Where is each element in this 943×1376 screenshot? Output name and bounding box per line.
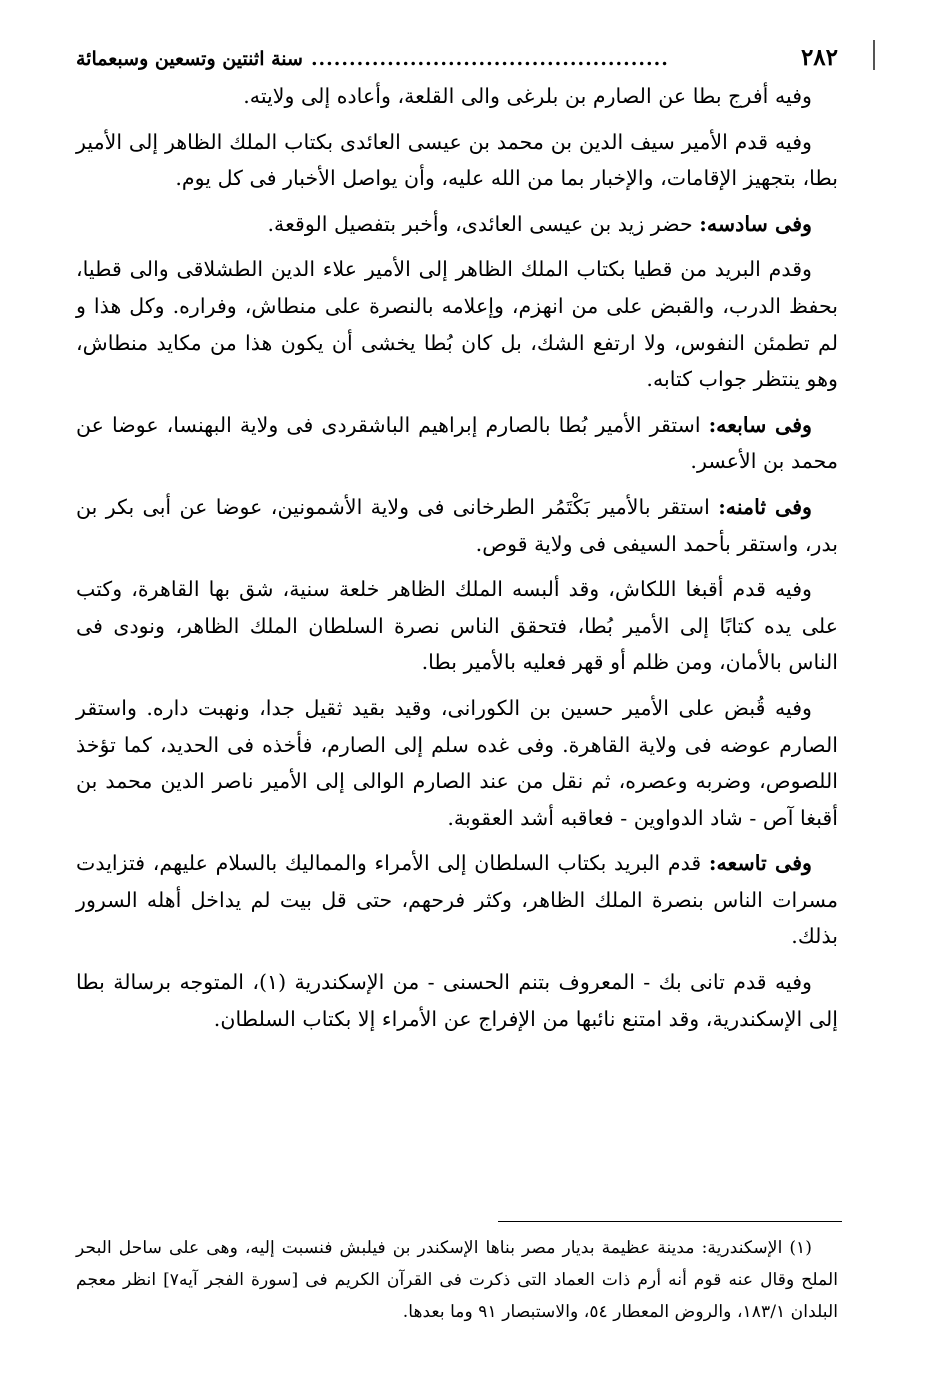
paragraph-label: وفى سابعه: <box>708 412 812 437</box>
paragraph <box>76 124 838 197</box>
paragraph-label: وفى سادسه: <box>699 211 812 236</box>
paragraph-text: وقدم البريد من قطيا بكتاب الملك الظاهر إلى الأمير علاء الدين الطشلاقى والى قطيا، بحفظ الدرب، والقبض على من انهزم، وإعلامه بالنصرة على منطاش، وفراره. وكل هذا و لم تطمئن النفوس، ولا ارتفع الشك، بل كان بُطا يخشى أن يكون هذا من مكايد منطاش، وهو ينتظر جواب كتابه. <box>76 257 838 392</box>
paragraph-text: حضر زيد بن عيسى العائدى، وأخبر بتفصيل الوقعة. <box>267 211 700 236</box>
paragraph-label: وفى تاسعه: <box>708 851 812 876</box>
paragraph <box>76 206 838 243</box>
paragraph-label: وفى ثامنه: <box>718 494 812 519</box>
footnotes <box>76 1232 838 1328</box>
paragraph-text: استقر الأمير بُطا بالصارم إبراهيم الباشقردى فى ولاية البهنسا، عوضا عن محمد بن الأعسر. <box>76 412 838 474</box>
paragraph-text: وفيه قدم تانى بك - المعروف بتنم الحسنى - من الإسكندرية (١)، المتوجه برسالة بطا إلى الإسكندرية، وقد امتنع نائبها من الإفراج عن الأمراء إلا بكتاب السلطان. <box>76 970 838 1031</box>
page-number: ٢٨٢ <box>800 44 838 71</box>
paragraph <box>76 964 838 1037</box>
paragraph <box>76 571 838 681</box>
paragraph-text: وفيه قدم الأمير سيف الدين بن محمد بن عيسى العائدى بكتاب الملك الظاهر إلى الأمير بطا، بتجهيز الإقامات، والإخبار بما من الله عليه، وأن يواصل الأخبار فى كل يوم. <box>76 129 838 191</box>
paragraph-text: وفيه قدم أقبغا اللكاش، وقد ألبسه الملك الظاهر خلعة سنية، شق بها القاهرة، وكتب على يده كتابًا إلى الأمير بُطا، فتحقق الناس نصرة السلطان الملك الظاهر، ونودى فى الناس بالأمان، ومن ظلم أو قهر فعليه بالأمير بطا. <box>76 577 838 675</box>
margin-mark <box>873 40 875 70</box>
paragraph <box>76 845 838 955</box>
page-header <box>76 40 838 78</box>
paragraph-text: قدم البريد بكتاب السلطان إلى الأمراء والمماليك بالسلام عليهم، فتزايدت مسرات الناس بنصرة الملك الظاهر، وكثر فرحهم، حتى قل بيت لم يداخل أهله السرور بذلك. <box>76 851 838 949</box>
paragraph <box>76 690 838 836</box>
main-text <box>76 78 838 1037</box>
header-leader-dots: ............................................... <box>310 48 669 70</box>
paragraph-text: وفيه قُبض على الأمير حسين بن الكورانى، وقيد بقيد ثقيل جدا، ونهبت داره. واستقر الصارم عوضه فى ولاية القاهرة. وفى غده سلم إلى الصارم، فأخذه فى الحديد، كما تؤخذ اللصوص، وضربه وعصره، ثم نقل من عند الصارم الوالى إلى الأمير ناصر الدين محمد بن أقبغا آص - شاد الدواوين - فعاقبه أشد العقوبة. <box>76 695 838 830</box>
paragraph <box>76 251 838 397</box>
paragraph-text: وفيه أفرج بطا عن الصارم بن بلرغى والى القلعة، وأعاده إلى ولايته. <box>243 84 812 108</box>
running-title: سنة اثنتين وتسعين وسبعمائة <box>76 48 303 70</box>
paragraph <box>76 78 838 115</box>
paragraph <box>76 407 838 480</box>
paragraph-text: استقر بالأمير بَكْتَمُر الطرخانى فى ولاية الأشمونين، عوضا عن أبى بكر بن بدر، واستقر بأحمد السيفى فى ولاية قوص. <box>76 494 838 556</box>
paragraph <box>76 489 838 562</box>
page <box>76 40 838 1046</box>
footnote: (١) الإسكندرية: مدينة عظيمة بديار مصر بناها الإسكندر بن فيلبش فنسبت إليه، وهى على ساحل البحر الملح وقال عنه قوم أنه أرم ذات العماد التى ذكرت فى القرآن الكريم فى [سورة الفجر آيه٧] انظر معجم البلدان ١٨٣/١، والروض المعطار ٥٤، والاستبصار ٩١ وما بعدها. <box>76 1238 838 1322</box>
footnote-separator <box>498 1221 842 1222</box>
